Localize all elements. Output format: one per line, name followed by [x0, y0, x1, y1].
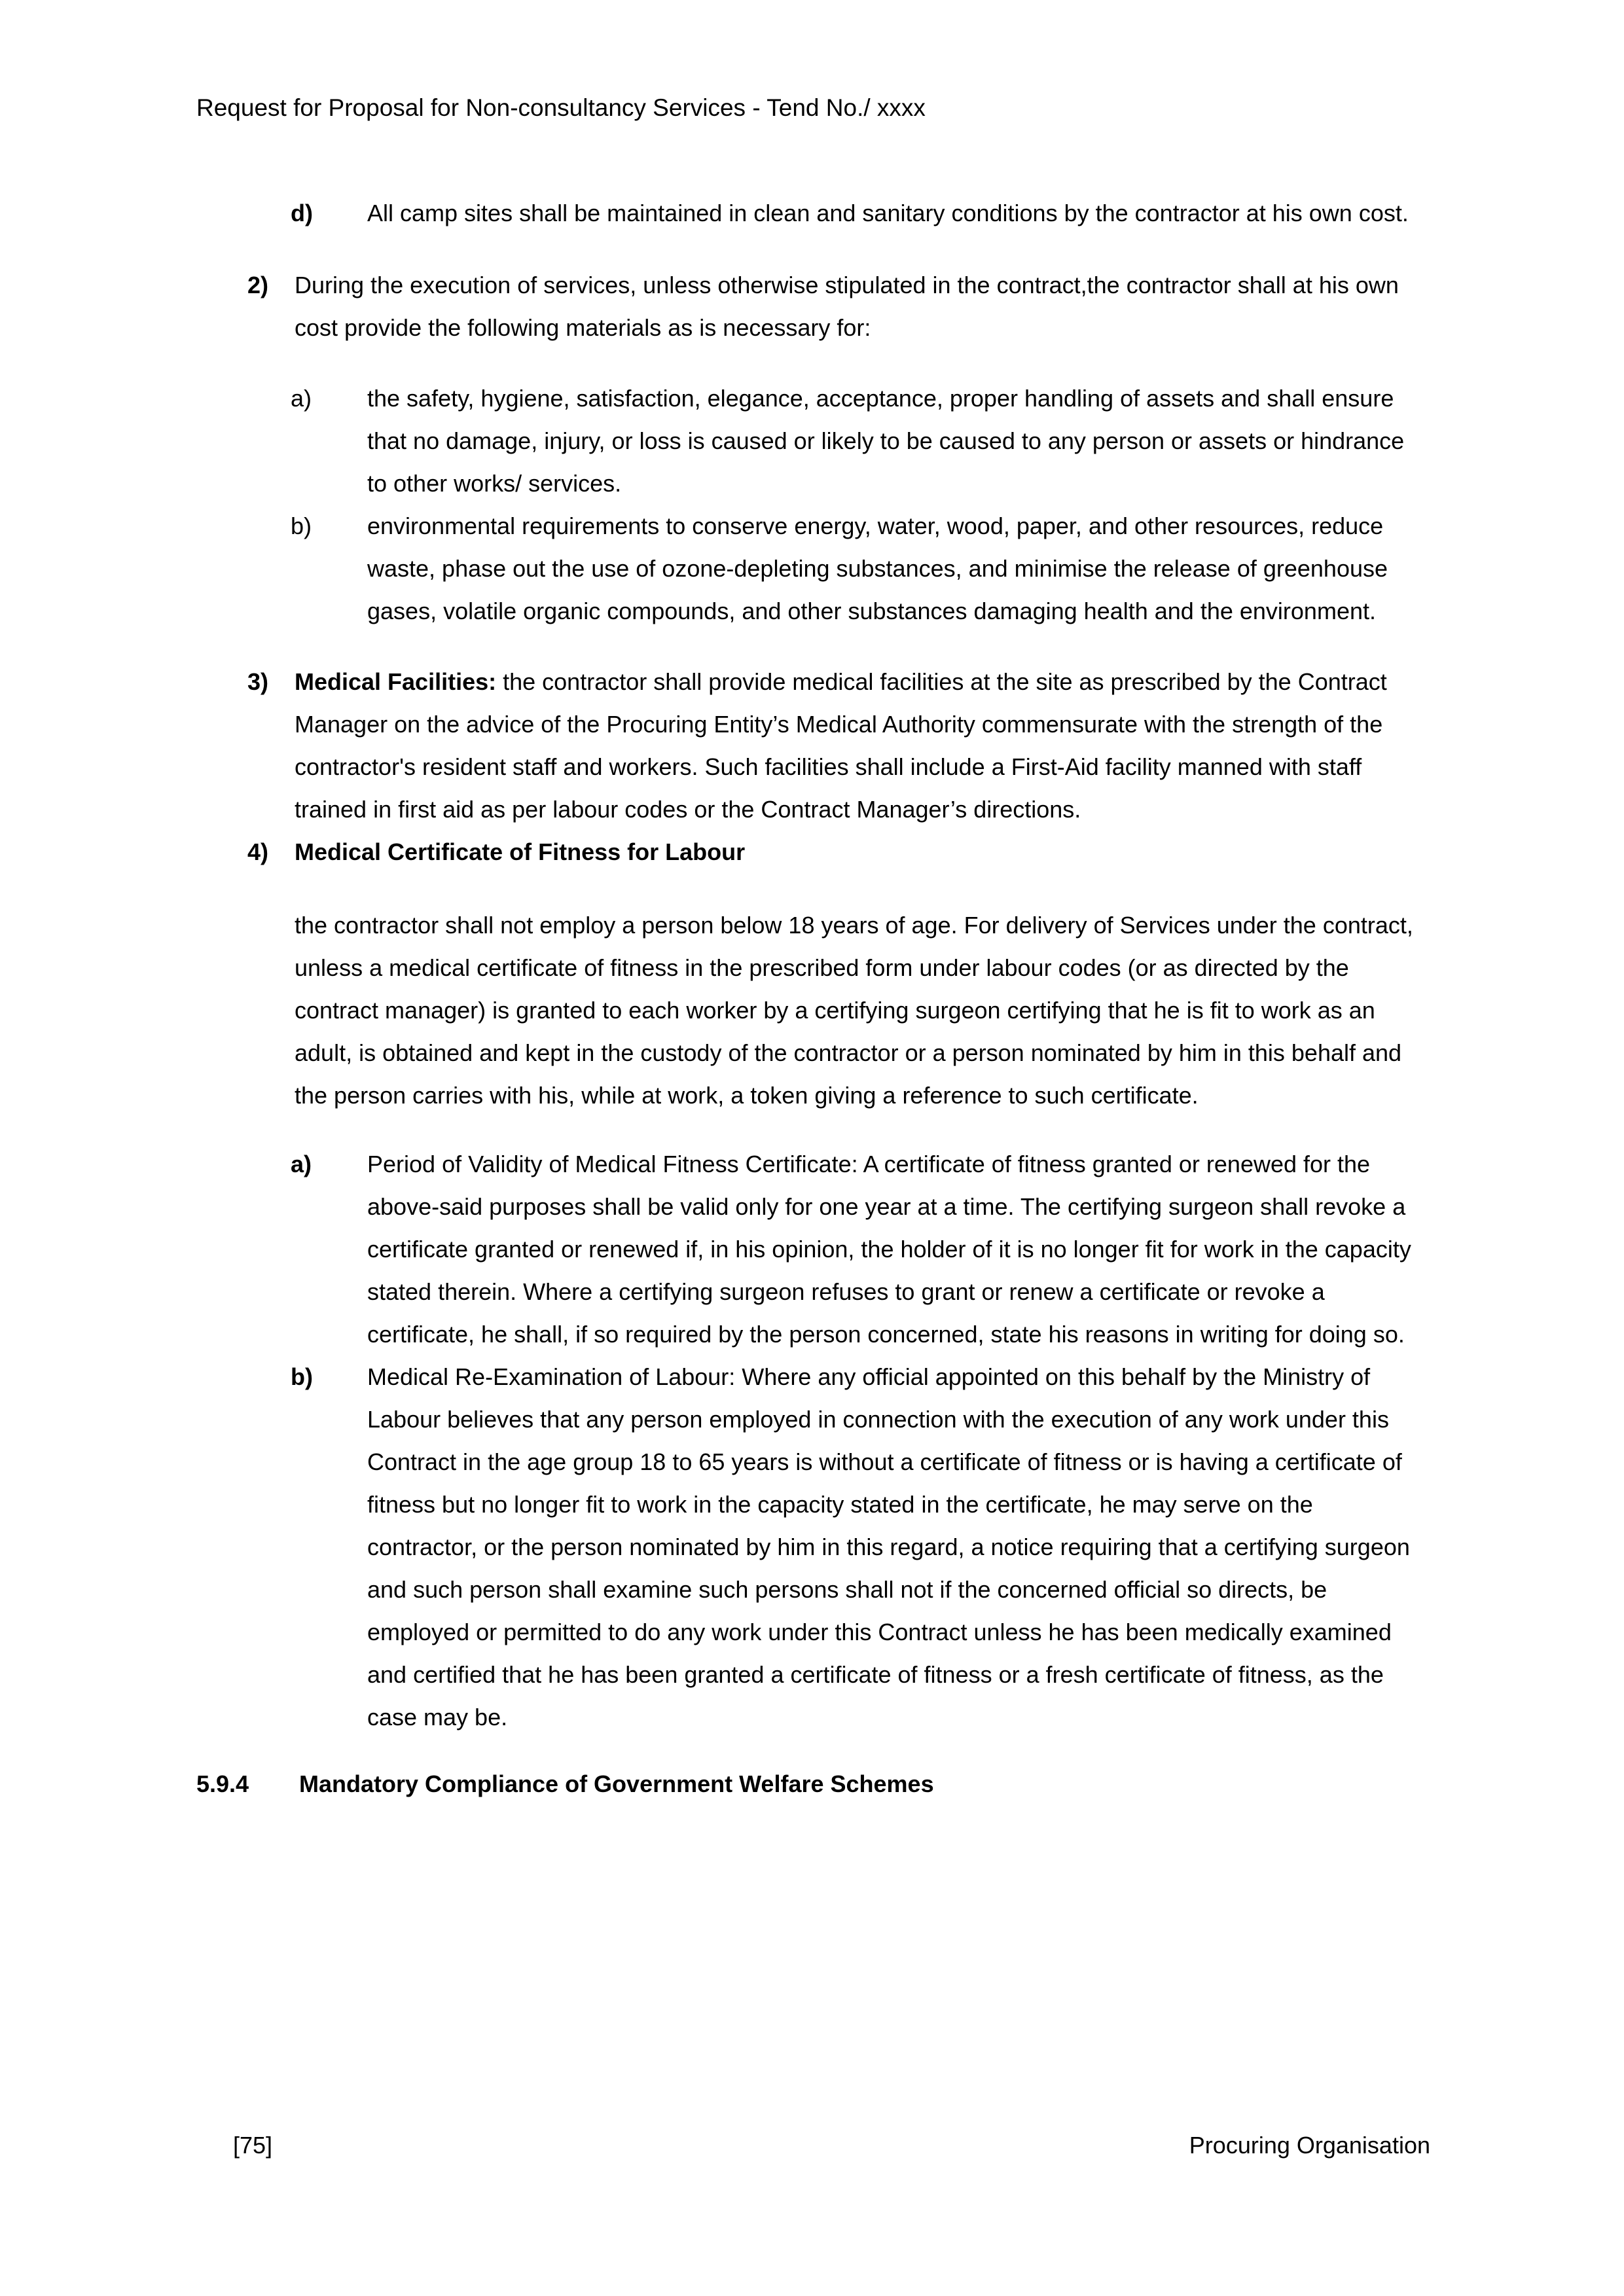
list-item-4-heading [196, 831, 1428, 873]
list-item-3-label: 3) [247, 668, 269, 695]
list-item-d [196, 192, 1428, 234]
list-item-d-label: d) [291, 200, 313, 226]
section-title: Mandatory Compliance of Government Welfare Schemes [299, 1770, 934, 1797]
list-item-4a-text: Period of Validity of Medical Fitness Certificate: A certificate of fitness granted or renewed for the above-said purposes shall be valid only for one year at a time. The certifying surgeon shall revoke a certificate granted or renewed if, in his opinion, the holder of it is no longer fit for work in the capacity stated therein. Where a certifying surgeon refuses to grant or renew a certificate or revoke a certificate, he shall, if so required by the person concerned, state his reasons in writing for doing so. [367, 1151, 1411, 1348]
list-item-4a-label: a) [291, 1151, 312, 1177]
list-item-4b [196, 1355, 1428, 1738]
list-item-2b-text: environmental requirements to conserve energy, water, wood, paper, and other resources, reduce waste, phase out the use of ozone-depleting substances, and minimise the release of greenhouse gases, volatile organic compounds, and other substances damaging health and the environment. [367, 512, 1388, 624]
list-item-2a [196, 377, 1428, 505]
list-item-2 [196, 264, 1428, 349]
list-item-3 [196, 660, 1428, 831]
list-item-2b-label: b) [291, 512, 312, 539]
list-item-4-label: 4) [247, 838, 269, 865]
item-4-paragraph: the contractor shall not employ a person below 18 years of age. For delivery of Services under the contract, unless a medical certificate of fitness in the prescribed form under labour codes (or as directed by the contract manager) is granted to each worker by a certifying surgeon certifying that he is fit to work as an adult, is obtained and kept in the custody of the contractor or a person nominated by him in this behalf and the person carries with his, while at work, a token giving a reference to such certificate. [295, 912, 1413, 1109]
list-item-2a-text: the safety, hygiene, satisfaction, elegance, acceptance, proper handling of assets and shall ensure that no damage, injury, or loss is caused or likely to be caused to any person or assets or hindrance to other works/ services. [367, 385, 1405, 497]
section-heading-594 [196, 1763, 1428, 1805]
list-item-4b-label: b) [291, 1363, 313, 1390]
list-item-3-rest: the contractor shall provide medical facilities at the site as prescribed by the Contract Manager on the advice of the Procuring Entity’s Medical Authority commensurate with the strength of the contractor's resident staff and workers. Such facilities shall include a First-Aid facility manned with staff trained in first aid as per labour codes or the Contract Manager’s directions. [295, 668, 1387, 823]
list-item-4-heading-text: Medical Certificate of Fitness for Labour [295, 838, 746, 865]
document-body [196, 192, 1428, 1805]
list-item-2-text: During the execution of services, unless otherwise stipulated in the contract,the contractor shall at his own cost provide the following materials as is necessary for: [295, 272, 1399, 341]
page-number: [75] [233, 2132, 273, 2159]
list-item-2a-label: a) [291, 385, 312, 412]
page-header: Request for Proposal for Non-consultancy Services - Tend No./ xxxx [196, 94, 926, 121]
footer-organisation: Procuring Organisation [1189, 2132, 1430, 2159]
list-item-4b-text: Medical Re-Examination of Labour: Where any official appointed on this behalf by the Ministry of Labour believes that any person employed in connection with the execution of any work under this Contract in the age group 18 to 65 years is without a certificate of fitness or is having a certificate of fitness but no longer fit to work in the capacity stated in the certificate, he may serve on the contractor, or the person nominated by him in this regard, a notice requiring that a certifying surgeon and such person shall examine such persons shall not if the concerned official so directs, be employed or permitted to do any work under this Contract unless he has been medically examined and certified that he has been granted a certificate of fitness or a fresh certificate of fitness, as the case may be. [367, 1363, 1410, 1731]
list-item-d-text: All camp sites shall be maintained in clean and sanitary conditions by the contractor at his own cost. [367, 200, 1409, 226]
list-item-2b [196, 505, 1428, 632]
section-number: 5.9.4 [196, 1770, 249, 1797]
list-item-4a [196, 1143, 1428, 1355]
list-item-3-text [295, 660, 1428, 831]
list-item-3-lead: Medical Facilities: [295, 668, 497, 695]
list-item-2-label: 2) [247, 272, 269, 298]
